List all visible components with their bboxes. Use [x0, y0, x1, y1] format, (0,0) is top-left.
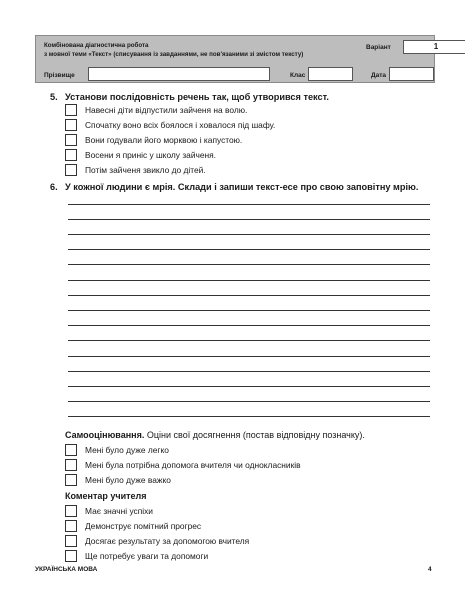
option-text: Вони годували його морквою і капустою.	[85, 135, 243, 145]
option-text: Ще потребує уваги та допомоги	[85, 551, 209, 561]
teacher-comment-option[interactable]	[65, 535, 249, 547]
teacher-comment-option[interactable]	[65, 550, 208, 562]
task-6-heading	[50, 182, 418, 192]
writing-line[interactable]	[68, 264, 430, 265]
self-assessment-title	[65, 430, 365, 440]
option-text: Має значні успіхи	[85, 506, 153, 516]
worksheet-header	[35, 35, 439, 83]
writing-line[interactable]	[68, 416, 430, 417]
task-6-text: У кожної людини є мрія. Склади і запиши текст-есе про свою заповітну мрію.	[65, 182, 419, 192]
task-5-option[interactable]	[65, 119, 275, 131]
option-text: Спочатку воно всіх боялося і ховалося під шафу.	[85, 120, 276, 130]
checkbox[interactable]	[65, 444, 77, 456]
writing-line[interactable]	[68, 204, 430, 205]
variant-label: Варіант	[366, 44, 391, 51]
checkbox[interactable]	[65, 149, 77, 161]
checkbox[interactable]	[65, 119, 77, 131]
teacher-comment-option[interactable]	[65, 520, 201, 532]
self-assessment-option[interactable]	[65, 444, 169, 456]
checkbox[interactable]	[65, 134, 77, 146]
task-5-text: Установи послідовність речень так, щоб утворився текст.	[65, 92, 329, 102]
class-label: Клас	[290, 72, 306, 79]
writing-line[interactable]	[68, 371, 430, 372]
writing-line[interactable]	[68, 249, 430, 250]
surname-label: Прізвище	[44, 72, 75, 79]
self-assessment-rest: Оціни свої досягнення (постав відповідну позначку).	[144, 430, 365, 440]
checkbox[interactable]	[65, 474, 77, 486]
teacher-comment-title: Коментар учителя	[65, 491, 147, 501]
writing-line[interactable]	[68, 280, 430, 281]
date-field[interactable]	[389, 67, 434, 81]
task-6-number: 6.	[50, 182, 58, 192]
task-5-number: 5.	[50, 92, 58, 102]
task-5-option[interactable]	[65, 149, 216, 161]
option-text: Демонструє помітний прогрес	[85, 521, 202, 531]
title-line-1: Комбінована діагностична робота	[44, 42, 149, 49]
option-text: Потім зайченя звикло до дітей.	[85, 165, 206, 175]
writing-line[interactable]	[68, 310, 430, 311]
writing-line[interactable]	[68, 219, 430, 220]
checkbox[interactable]	[65, 164, 77, 176]
class-field[interactable]	[308, 67, 353, 81]
task-5-option[interactable]	[65, 134, 242, 146]
option-text: Навесні діти відпустили зайченя на волю.	[85, 105, 248, 115]
option-text: Восени я приніс у школу зайченя.	[85, 150, 217, 160]
self-assessment-option[interactable]	[65, 459, 301, 471]
writing-line[interactable]	[68, 295, 430, 296]
task-5-option[interactable]	[65, 164, 206, 176]
variant-field[interactable]: 1	[403, 40, 465, 54]
self-assessment-bold: Самооцінювання.	[65, 430, 145, 440]
option-text: Мені було дуже важко	[85, 475, 171, 485]
writing-line[interactable]	[68, 340, 430, 341]
writing-line[interactable]	[68, 401, 430, 402]
teacher-comment-option[interactable]	[65, 505, 153, 517]
worksheet-title	[44, 41, 303, 59]
writing-line[interactable]	[68, 386, 430, 387]
title-line-2: з мовної теми «Текст» (списування із завданнями, не пов'язаними зі змістом тексту)	[44, 51, 304, 58]
task-5-heading	[50, 92, 329, 102]
writing-line[interactable]	[68, 234, 430, 235]
checkbox[interactable]	[65, 505, 77, 517]
surname-field[interactable]	[88, 67, 270, 81]
footer-subject: УКРАЇНСЬКА МОВА	[35, 566, 98, 573]
task-5-option[interactable]	[65, 104, 247, 116]
option-text: Досягає результату за допомогою вчителя	[85, 536, 250, 546]
checkbox[interactable]	[65, 535, 77, 547]
self-assessment-option[interactable]	[65, 474, 171, 486]
writing-line[interactable]	[68, 325, 430, 326]
checkbox[interactable]	[65, 104, 77, 116]
writing-line[interactable]	[68, 356, 430, 357]
page-number: 4	[428, 566, 432, 573]
date-label: Дата	[371, 72, 387, 79]
checkbox[interactable]	[65, 520, 77, 532]
option-text: Мені було дуже легко	[85, 445, 169, 455]
option-text: Мені була потрібна допомога вчителя чи однокласників	[85, 460, 301, 470]
checkbox[interactable]	[65, 550, 77, 562]
checkbox[interactable]	[65, 459, 77, 471]
